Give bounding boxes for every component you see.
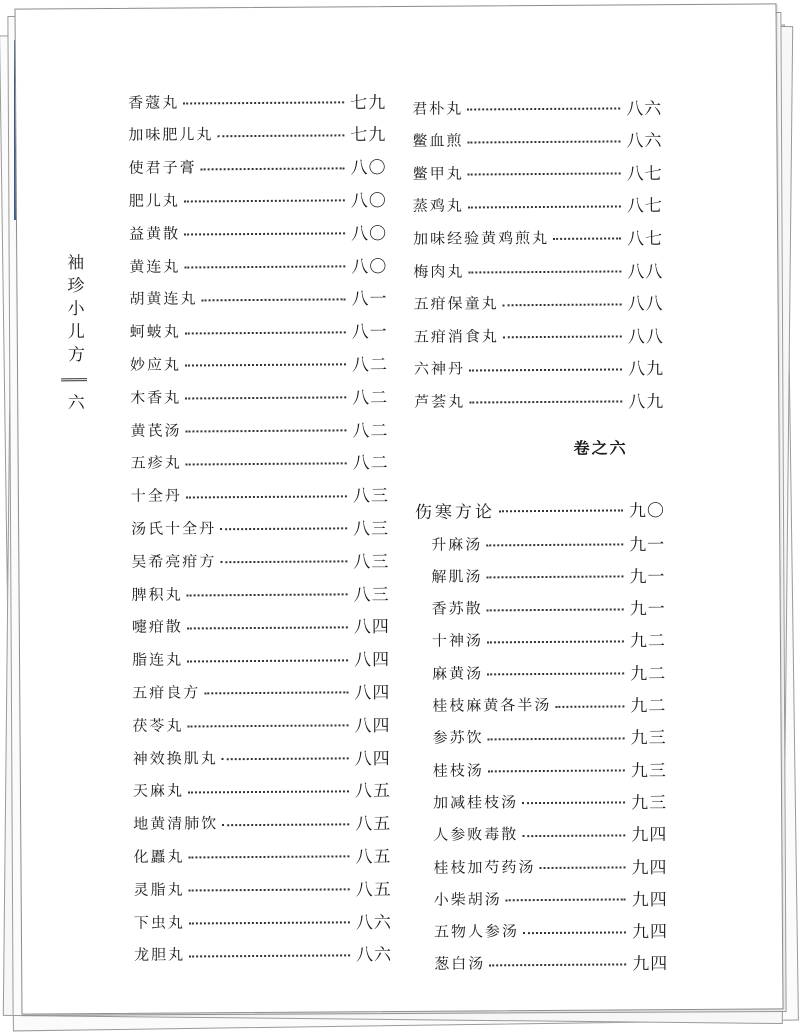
entry-page-number: 八七 xyxy=(627,229,664,250)
entry-title: 使君子膏 xyxy=(128,158,197,177)
dot-leader xyxy=(489,963,626,966)
entry-title: 五疹丸 xyxy=(130,453,182,473)
toc-entry xyxy=(134,905,392,937)
toc-entry xyxy=(432,592,666,624)
volume-number: 六 xyxy=(63,393,84,411)
entry-title: 吴希亮疳方 xyxy=(131,551,217,571)
toc-entry xyxy=(432,656,666,688)
entry-page-number: 八四 xyxy=(354,715,391,737)
entry-page-number: 九四 xyxy=(631,922,669,943)
entry-page-number: 八九 xyxy=(627,359,665,380)
dot-leader xyxy=(187,593,348,596)
entry-page-number: 九一 xyxy=(629,534,666,555)
entry-title: 人参败毒散 xyxy=(433,825,519,844)
entry-page-number: 八五 xyxy=(354,781,392,802)
toc-entry xyxy=(133,839,391,871)
entry-title: 加味肥儿丸 xyxy=(128,125,214,145)
entry-page-number: 八三 xyxy=(353,584,390,605)
toc-entry xyxy=(412,124,662,156)
toc-entry xyxy=(130,347,388,379)
entry-title: 灵脂丸 xyxy=(133,880,185,899)
dot-leader xyxy=(217,134,344,137)
entry-title: 鳖甲丸 xyxy=(412,164,464,183)
toc-entry xyxy=(132,643,390,675)
dot-leader xyxy=(468,270,621,273)
entry-page-number: 八〇 xyxy=(351,223,388,245)
entry-page-number: 九三 xyxy=(630,793,668,814)
dot-leader xyxy=(506,899,626,902)
entry-page-number: 八八 xyxy=(627,294,664,315)
entry-page-number: 七九 xyxy=(350,125,387,146)
toc-entry xyxy=(413,156,663,188)
entry-page-number: 八八 xyxy=(627,261,664,282)
dot-leader xyxy=(488,770,625,773)
entry-page-number: 八七 xyxy=(626,163,663,185)
dot-leader xyxy=(189,921,350,924)
entry-page-number: 九一 xyxy=(629,599,666,620)
dot-leader xyxy=(202,298,346,301)
dot-leader xyxy=(486,543,623,546)
dot-leader xyxy=(185,364,346,367)
entry-page-number: 八八 xyxy=(627,326,664,348)
dot-leader xyxy=(185,331,346,334)
dot-leader xyxy=(184,233,345,236)
entry-page-number: 八七 xyxy=(626,196,663,217)
toc-entry xyxy=(433,753,667,785)
entry-page-number: 九四 xyxy=(631,857,668,878)
entry-page-number: 九一 xyxy=(629,566,666,588)
entry-page-number: 八四 xyxy=(354,748,391,769)
entry-title: 五疳消食丸 xyxy=(413,326,499,346)
toc-entry xyxy=(131,446,389,478)
entry-title: 五物人参汤 xyxy=(433,922,520,941)
toc-entry xyxy=(414,319,664,351)
entry-page-number: 九四 xyxy=(632,954,669,975)
entry-page-number: 八三 xyxy=(352,486,389,507)
entry-title: 麻黄汤 xyxy=(432,664,484,683)
toc-entry xyxy=(134,938,392,970)
entry-title: 嚏疳散 xyxy=(131,617,183,637)
toc-entry xyxy=(134,872,392,904)
toc-entry xyxy=(414,385,664,417)
toc-entry xyxy=(433,818,667,850)
toc-entry xyxy=(133,774,391,806)
entry-title: 升麻汤 xyxy=(431,534,483,554)
entry-title: 黄芪汤 xyxy=(130,421,182,440)
entry-title: 芦荟丸 xyxy=(414,392,466,411)
dot-leader xyxy=(469,401,622,404)
dot-leader xyxy=(522,834,625,837)
entry-page-number: 八二 xyxy=(352,387,389,409)
toc-entry xyxy=(413,254,663,286)
toc-entry xyxy=(434,947,668,979)
entry-page-number: 八二 xyxy=(351,354,389,376)
dot-leader xyxy=(185,429,346,432)
dot-leader xyxy=(467,140,620,143)
dot-leader xyxy=(522,802,625,805)
entry-page-number: 七九 xyxy=(350,92,387,113)
toc-entry xyxy=(131,577,389,609)
entry-page-number: 八四 xyxy=(354,682,391,704)
toc-entry xyxy=(414,352,664,384)
toc-entry xyxy=(130,380,388,412)
dot-leader xyxy=(469,368,622,371)
dot-leader xyxy=(185,397,346,400)
dot-leader xyxy=(487,640,624,643)
entry-title: 梅肉丸 xyxy=(413,262,465,281)
dot-leader xyxy=(555,705,624,707)
entry-title: 蒸鸡丸 xyxy=(412,196,464,216)
entry-title: 十神汤 xyxy=(431,631,484,651)
entry-title: 蚵蚾丸 xyxy=(129,322,181,341)
toc-entry xyxy=(431,527,665,559)
entry-page-number: 八五 xyxy=(355,814,392,835)
entry-page-number: 九〇 xyxy=(628,500,666,521)
toc-entry xyxy=(132,610,390,642)
toc-entry xyxy=(131,544,389,576)
dot-leader xyxy=(186,495,347,498)
toc-entry xyxy=(133,807,391,839)
entry-title: 五疳保童丸 xyxy=(413,294,499,313)
entry-page-number: 九三 xyxy=(630,728,667,749)
entry-page-number: 八六 xyxy=(356,945,393,966)
toc-entry xyxy=(130,413,388,445)
entry-page-number: 九四 xyxy=(631,825,668,846)
dot-leader xyxy=(468,205,621,208)
dot-leader xyxy=(186,462,347,465)
entry-title: 鳖血煎 xyxy=(412,131,464,150)
right-column xyxy=(411,5,669,975)
dot-leader xyxy=(220,528,347,531)
entry-title: 桂枝麻黄各半汤 xyxy=(432,695,552,715)
entry-title: 脂连丸 xyxy=(131,650,184,669)
toc-entry xyxy=(129,282,387,314)
toc-entry xyxy=(413,222,663,254)
entry-title: 小柴胡汤 xyxy=(433,890,502,909)
entry-title: 肥儿丸 xyxy=(128,191,180,210)
dot-leader xyxy=(488,737,625,740)
dot-leader xyxy=(184,265,345,268)
dot-leader xyxy=(183,101,344,104)
dot-leader xyxy=(503,336,622,339)
toc-page xyxy=(14,3,783,1014)
entry-title: 下虫丸 xyxy=(133,913,185,932)
dot-leader xyxy=(486,576,623,579)
entry-title: 加味经验黄鸡煎丸 xyxy=(413,228,550,248)
entry-title: 解肌汤 xyxy=(431,567,483,586)
dot-leader xyxy=(184,200,345,203)
dot-leader xyxy=(220,561,347,564)
entry-page-number: 八六 xyxy=(355,912,392,933)
dot-leader xyxy=(222,823,349,826)
dot-leader xyxy=(188,725,349,728)
dot-leader xyxy=(467,107,620,110)
entry-page-number: 九二 xyxy=(630,663,667,685)
entry-title: 黄连丸 xyxy=(129,257,181,276)
entry-page-number: 八五 xyxy=(355,846,392,868)
toc-entry xyxy=(413,189,663,221)
entry-page-number: 八六 xyxy=(626,131,663,152)
toc-entry xyxy=(433,850,667,882)
entry-title: 葱白汤 xyxy=(434,954,486,974)
entry-page-number: 八四 xyxy=(353,617,390,638)
running-header xyxy=(61,253,86,410)
toc-entry xyxy=(132,675,390,707)
toc-entry xyxy=(129,216,387,248)
group-heading xyxy=(415,493,665,525)
entry-page-number: 九二 xyxy=(630,696,667,717)
entry-page-number: 八一 xyxy=(351,289,388,310)
dot-leader xyxy=(523,931,626,934)
entry-page-number: 八六 xyxy=(626,98,663,119)
dot-leader xyxy=(499,509,623,512)
entry-title: 君朴丸 xyxy=(412,99,464,118)
toc-entry xyxy=(432,689,666,721)
entry-page-number: 八〇 xyxy=(350,158,387,179)
dot-leader xyxy=(187,626,348,629)
entry-title: 五疳良方 xyxy=(132,683,201,702)
dot-leader xyxy=(487,608,624,611)
entry-title: 伤寒方论 xyxy=(414,501,496,523)
entry-title: 桂枝汤 xyxy=(432,761,484,780)
toc-entry xyxy=(413,287,663,319)
entry-title: 木香丸 xyxy=(130,388,182,407)
entry-title: 化䘌丸 xyxy=(133,847,185,866)
entry-page-number: 八〇 xyxy=(351,256,388,277)
entry-page-number: 八三 xyxy=(353,551,390,573)
toc-entry xyxy=(131,479,389,511)
toc-entry xyxy=(412,91,662,123)
entry-title: 神效换肌丸 xyxy=(132,748,218,768)
entry-title: 胡黄连丸 xyxy=(129,289,198,309)
toc-entry xyxy=(433,786,667,818)
left-column xyxy=(128,7,393,966)
toc-entry xyxy=(129,151,387,183)
entry-page-number: 八九 xyxy=(628,392,665,413)
toc-entry xyxy=(131,511,389,543)
entry-title: 加减桂枝汤 xyxy=(432,793,519,812)
toc-entry xyxy=(434,915,668,947)
toc-entry xyxy=(130,315,388,347)
entry-page-number: 八〇 xyxy=(350,190,387,212)
entry-title: 益黄散 xyxy=(129,224,181,243)
entry-page-number: 八一 xyxy=(351,322,388,343)
toc-entry xyxy=(434,882,668,914)
entry-page-number: 八二 xyxy=(352,453,389,474)
entry-page-number: 八二 xyxy=(352,420,389,441)
entry-title: 桂枝加芍药汤 xyxy=(433,857,536,877)
dot-leader xyxy=(204,692,348,695)
toc-entry xyxy=(432,624,666,656)
entry-title: 十全丹 xyxy=(130,486,182,505)
toc-entry xyxy=(132,708,390,740)
section-heading: 卷之六 xyxy=(573,438,628,458)
dot-leader xyxy=(222,757,349,760)
entry-page-number: 九三 xyxy=(630,760,667,781)
dot-leader xyxy=(189,889,350,892)
entry-title: 妙应丸 xyxy=(129,355,182,374)
toc-entry xyxy=(133,741,391,773)
entry-title: 天麻丸 xyxy=(132,781,185,801)
entry-title: 六神丹 xyxy=(413,359,466,379)
toc-entry xyxy=(129,183,387,215)
entry-title: 香蔻丸 xyxy=(128,93,180,112)
header-rule xyxy=(61,378,87,381)
entry-title: 汤氏十全丹 xyxy=(131,519,217,538)
entry-title: 参苏饮 xyxy=(432,728,484,748)
entry-page-number: 八五 xyxy=(355,879,392,900)
book-title: 袖珍小儿方 xyxy=(63,253,85,369)
dot-leader xyxy=(188,856,349,859)
entry-page-number: 八四 xyxy=(353,650,391,671)
entry-page-number: 九四 xyxy=(631,889,668,911)
toc-entry xyxy=(432,721,666,753)
dot-leader xyxy=(540,866,626,869)
dot-leader xyxy=(468,173,621,176)
entry-title: 地黄清肺饮 xyxy=(133,814,219,833)
dot-leader xyxy=(187,659,348,662)
toc-entry xyxy=(128,85,386,117)
entry-title: 香苏散 xyxy=(431,599,483,618)
toc-entry xyxy=(128,118,386,150)
entry-title: 龙胆丸 xyxy=(134,945,186,965)
dot-leader xyxy=(201,167,345,170)
toc-entry xyxy=(129,249,387,281)
dot-leader xyxy=(188,790,349,793)
entry-page-number: 八三 xyxy=(353,518,390,540)
dot-leader xyxy=(189,954,350,957)
entry-title: 茯苓丸 xyxy=(132,716,184,735)
entry-page-number: 九二 xyxy=(629,631,667,652)
dot-leader xyxy=(487,673,624,676)
dot-leader xyxy=(503,303,622,306)
dot-leader xyxy=(553,238,621,240)
entry-title: 脾积丸 xyxy=(131,585,183,604)
toc-entry xyxy=(431,559,665,591)
